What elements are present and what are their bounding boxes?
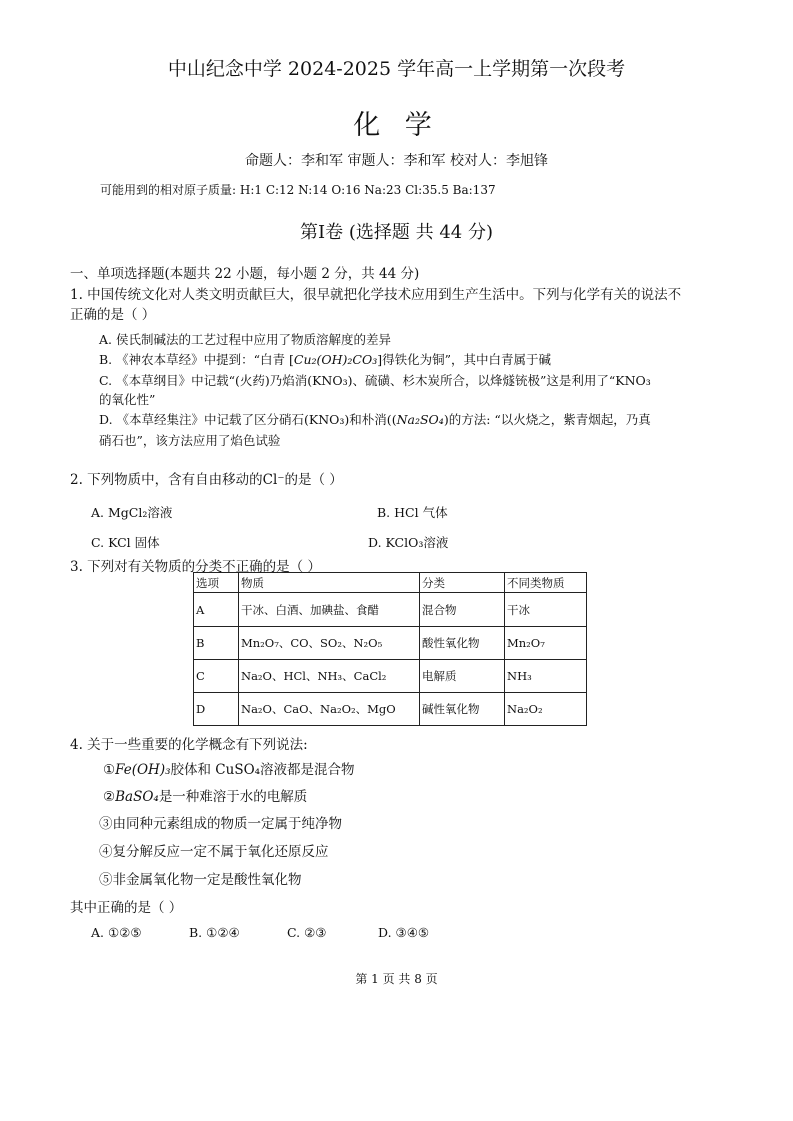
table-cell: Na₂O₂ <box>505 693 587 726</box>
table-cell: B <box>194 627 239 660</box>
table-cell: Mn₂O₇ <box>505 627 587 660</box>
table-cell: 混合物 <box>420 593 505 627</box>
q4-s1-text: 胶体和 CuSO₄溶液都是混合物 <box>170 762 355 778</box>
q4-option-d: D. ③④⑤ <box>378 925 430 940</box>
q1-b-pre: B. 《神农本草经》中提到：“白青 [ <box>99 352 294 367</box>
table-cell: Na₂O、CaO、Na₂O₂、MgO <box>239 693 420 726</box>
q4-option-a: A. ①②⑤ <box>91 925 142 940</box>
q2-stem: 2. 下列物质中，含有自由移动的Cl⁻的是（ ） <box>70 472 343 488</box>
q4-s2-number: ② <box>103 789 116 805</box>
q1-d-formula: Na₂SO₄ <box>396 412 444 427</box>
q1-option-d-line2: 硝石也”，该方法应用了焰色试验 <box>99 433 281 448</box>
subject-title: 化 学 <box>353 110 440 141</box>
volume-title: 第Ⅰ卷 (选择题 共 44 分) <box>300 222 493 243</box>
q3-classification-table <box>193 572 587 726</box>
table-header-cell: 选项 <box>194 573 239 593</box>
q1-option-c-line2: 的氧化性” <box>99 392 156 407</box>
q4-s1-number: ① <box>103 762 116 778</box>
table-row <box>194 627 587 660</box>
table-cell: A <box>194 593 239 627</box>
q2-option-b: B. HCl 气体 <box>377 505 448 520</box>
q1-b-post: ]得铁化为铜”，其中白青属于碱 <box>377 352 552 367</box>
section-title: 一、单项选择题(本题共 22 小题，每小题 2 分，共 44 分) <box>70 266 420 282</box>
atomic-masses: 可能用到的相对原子质量: H:1 C:12 N:14 O:16 Na:23 Cl:35.5 Ba:137 <box>100 183 496 197</box>
q2-option-d: D. KClO₃溶液 <box>368 535 449 550</box>
table-row <box>194 693 587 726</box>
exam-title: 中山纪念中学 2024-2025 学年高一上学期第一次段考 <box>167 58 626 80</box>
page-footer: 第 1 页 共 8 页 <box>355 972 438 986</box>
q4-stem: 4. 关于一些重要的化学概念有下列说法: <box>70 737 308 753</box>
q4-option-c: C. ②③ <box>287 925 327 940</box>
table-cell: 碱性氧化物 <box>420 693 505 726</box>
table-cell: 干冰、白酒、加碘盐、食醋 <box>239 593 420 627</box>
table-cell: D <box>194 693 239 726</box>
q4-statement-2 <box>103 785 307 805</box>
q1-option-a: A. 侯氏制碱法的工艺过程中应用了物质溶解度的差异 <box>99 332 391 347</box>
table-header-cell: 分类 <box>420 573 505 593</box>
q4-statement-5: ⑤非金属氧化物一定是酸性氧化物 <box>99 872 302 888</box>
table-cell: Na₂O、HCl、NH₃、CaCl₂ <box>239 660 420 693</box>
table-cell: 酸性氧化物 <box>420 627 505 660</box>
q1-option-b <box>99 350 551 368</box>
table-row <box>194 660 587 693</box>
table-cell: C <box>194 660 239 693</box>
q1-option-d-line1 <box>99 410 651 428</box>
authors-line: 命题人：李和军 审题人：李和军 校对人：李旭锋 <box>245 153 548 169</box>
q4-ask: 其中正确的是（ ） <box>70 900 183 916</box>
q4-s2-formula: BaSO₄ <box>115 789 159 805</box>
q4-statement-4: ④复分解反应一定不属于氧化还原反应 <box>99 844 329 860</box>
table-header-cell: 物质 <box>239 573 420 593</box>
table-header-row <box>194 573 587 593</box>
q3-stem: 3. 下列对有关物质的分类不正确的是（ ） <box>70 559 321 575</box>
q2-option-c: C. KCl 固体 <box>91 535 160 550</box>
q2-option-a: A. MgCl₂溶液 <box>91 505 173 520</box>
q4-statement-1 <box>103 758 355 778</box>
table-cell: Mn₂O₇、CO、SO₂、N₂O₅ <box>239 627 420 660</box>
q4-s1-formula: Fe(OH)₃ <box>115 762 171 778</box>
q1-stem-line2: 正确的是（ ） <box>70 307 156 323</box>
table-cell: 电解质 <box>420 660 505 693</box>
q4-option-b: B. ①②④ <box>189 925 240 940</box>
q1-d-pre: D. 《本草经集注》中记载了区分硝石(KNO₃)和朴消(( <box>99 412 397 427</box>
table-cell: NH₃ <box>505 660 587 693</box>
table-cell: 干冰 <box>505 593 587 627</box>
table-header-cell: 不同类物质 <box>505 573 587 593</box>
q1-b-formula: Cu₂(OH)₂CO₃ <box>293 352 378 367</box>
q1-option-c-line1: C. 《本草纲目》中记载“(火药)乃焰消(KNO₃)、硫磺、杉木炭所合，以烽燧铳极”这是利用了“KNO₃ <box>99 373 651 388</box>
q1-d-post: )的方法: “以火烧之，紫青烟起，乃真 <box>443 412 651 427</box>
q4-s2-text: 是一种难溶于水的电解质 <box>158 789 308 805</box>
q4-statement-3: ③由同种元素组成的物质一定属于纯净物 <box>99 816 342 832</box>
q1-stem-line1: 1. 中国传统文化对人类文明贡献巨大，很早就把化学技术应用到生产生活中。下列与化学有关的说法不 <box>70 287 682 303</box>
table-row <box>194 593 587 627</box>
